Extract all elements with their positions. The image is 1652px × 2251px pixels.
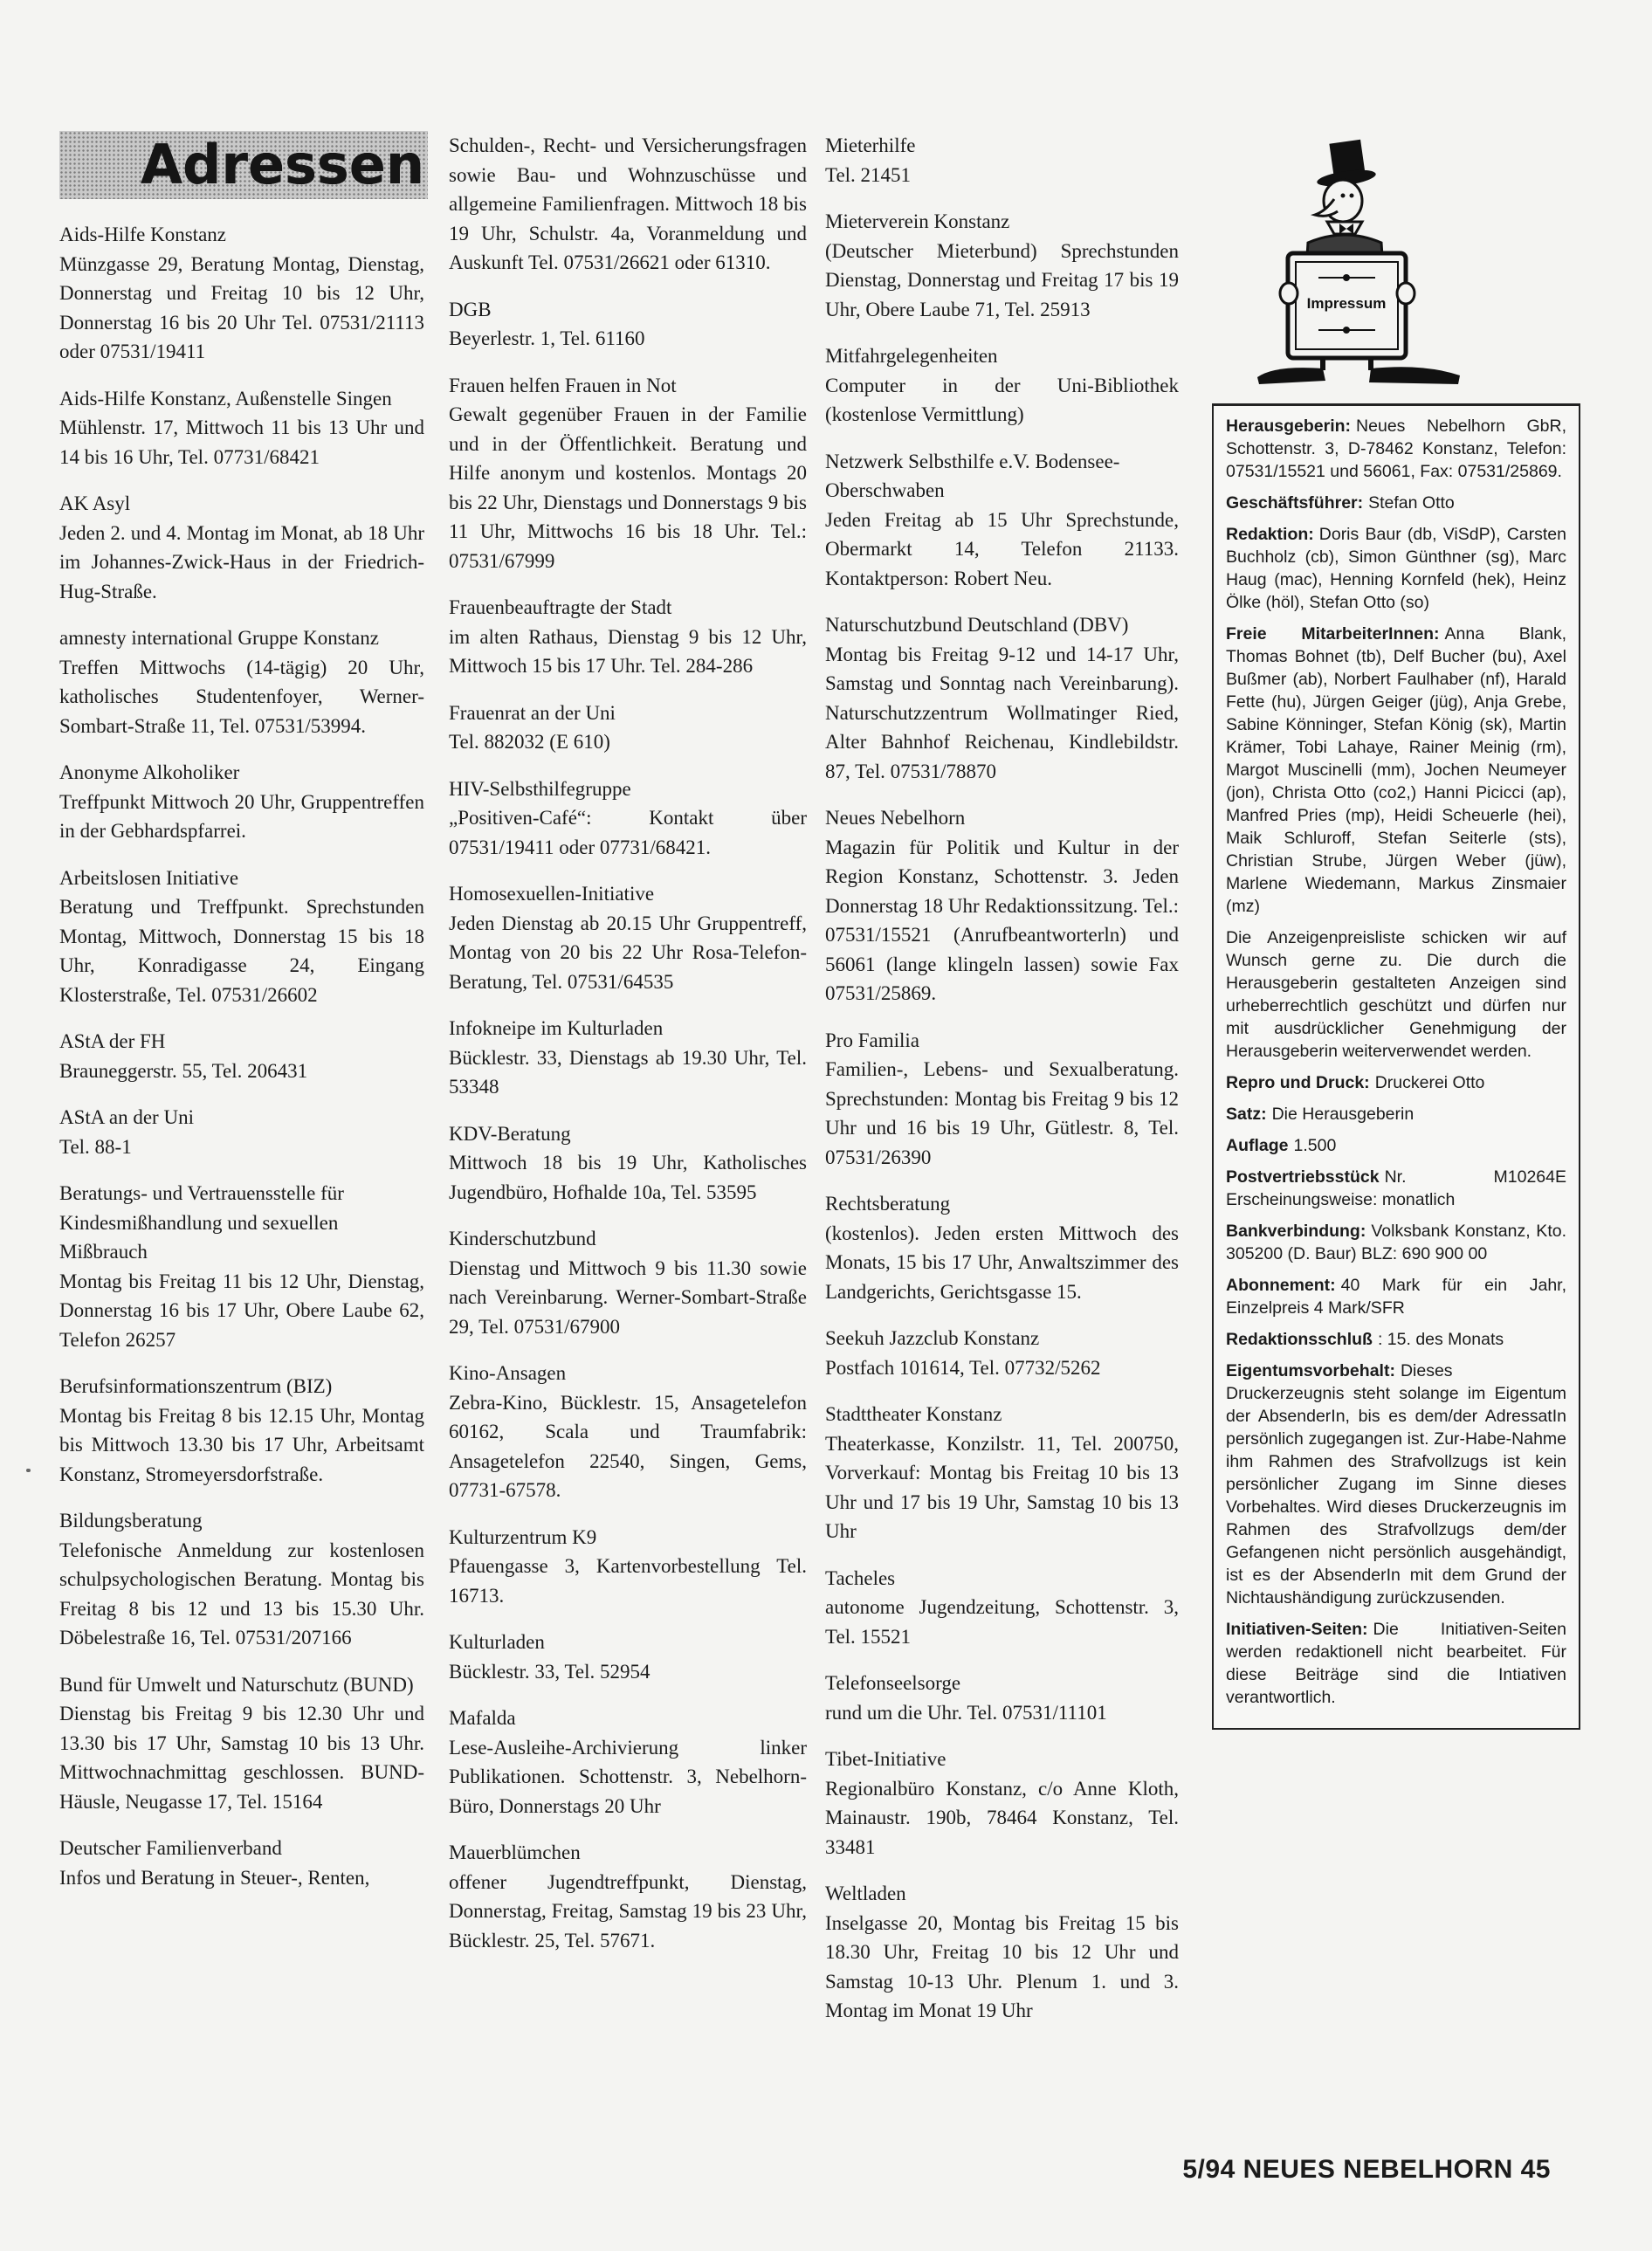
entry-name: Frauenrat an der Uni bbox=[449, 701, 616, 724]
impressum-row bbox=[1226, 1103, 1566, 1126]
impressum-label: Postvertriebsstück bbox=[1226, 1167, 1380, 1187]
address-entry bbox=[825, 1026, 1179, 1173]
entry-name: Rechtsberatung bbox=[825, 1193, 951, 1215]
address-entry bbox=[449, 371, 807, 576]
entry-details: Jeden Freitag ab 15 Uhr Sprechstunde, Obermarkt 14, Telefon 21133. Kontaktperson: Robert Neu. bbox=[825, 508, 1179, 589]
impressum-label: Geschäftsführer: bbox=[1226, 493, 1364, 513]
entry-details: im alten Rathaus, Dienstag 9 bis 12 Uhr, Mittwoch 15 bis 17 Uhr. Tel. 284-286 bbox=[449, 625, 807, 677]
impressum-text: Doris Baur (db, ViSdP), Carsten Buchholz (cb), Simon Günthner (sg), Marc Haug (mac), Henning Kornfeld (hek), Heinz Ölke (höl), Stefan Otto (so) bbox=[1226, 525, 1566, 612]
address-entry bbox=[59, 1670, 424, 1817]
impressum-label: Bankverbindung: bbox=[1226, 1222, 1366, 1241]
address-entry bbox=[449, 1224, 807, 1341]
impressum-rows bbox=[1226, 415, 1566, 1709]
entry-details: Computer in der Uni-Bibliothek (kostenlose Vermittlung) bbox=[825, 374, 1179, 425]
impressum-box bbox=[1212, 403, 1580, 1730]
entry-details: „Positiven-Café“: Kontakt über 07531/19411 oder 07731/68421. bbox=[449, 807, 807, 858]
address-list-column-1 bbox=[59, 220, 424, 1892]
entry-details: Inselgasse 20, Montag bis Freitag 15 bis 18.30 Uhr, Freitag 10 bis 12 Uhr und Samstag 10-13 Uhr. Plenum 1. und 3. Montag im Monat 19 Uhr bbox=[825, 1911, 1179, 2021]
address-entry bbox=[825, 1324, 1179, 1382]
address-entry bbox=[59, 1506, 424, 1653]
impressum-text: Die Anzeigenpreisliste schicken wir auf Wunsch gerne zu. Die durch die Herausgeberin gestalteten Anzeigen sind urheberrechtlich geschützt und dürfen nur mit ausdrücklicher Genehmigung der Herausgeberin weiterverwendet werden. bbox=[1226, 928, 1566, 1061]
impressum-text: Stefan Otto bbox=[1368, 493, 1455, 513]
entry-name: Seekuh Jazzclub Konstanz bbox=[825, 1327, 1040, 1349]
column-2 bbox=[449, 131, 807, 1972]
entry-details: Tel. 21451 bbox=[825, 163, 912, 186]
entry-name: Frauenbeauftragte der Stadt bbox=[449, 596, 672, 618]
entry-details: Infos und Beratung in Steuer-, Renten, bbox=[59, 1866, 370, 1889]
entry-name: Mauerblümchen bbox=[449, 1841, 581, 1863]
impressum-label: Redaktionsschluß bbox=[1226, 1330, 1373, 1349]
address-entry bbox=[825, 1564, 1179, 1652]
impressum-text: Druckerei Otto bbox=[1374, 1073, 1485, 1092]
address-entry bbox=[449, 1523, 807, 1611]
entry-details: Tel. 882032 (E 610) bbox=[449, 731, 610, 753]
entry-details: Beyerlestr. 1, Tel. 61160 bbox=[449, 327, 645, 349]
impressum-label: Eigentumsvorbehalt: bbox=[1226, 1361, 1395, 1380]
impressum-text: Neues Nebelhorn GbR, Schottenstr. 3, D-78462 Konstanz, Telefon: 07531/15521 und 56061, Fax: 07531/25869. bbox=[1226, 416, 1566, 481]
address-entry bbox=[825, 131, 1179, 189]
entry-details: rund um die Uhr. Tel. 07531/11101 bbox=[825, 1701, 1107, 1724]
entry-details: Pfauengasse 3, Kartenvorbestellung Tel. 16713. bbox=[449, 1555, 807, 1607]
entry-name: Mieterverein Konstanz bbox=[825, 210, 1010, 232]
impressum-text: Die Initiativen-Seiten werden redaktionell nicht bearbeitet. Für diese Beiträge sind die Intiativen verantwortlich. bbox=[1226, 1620, 1566, 1707]
address-entry bbox=[825, 1669, 1179, 1727]
impressum-text: Nr. M10264E Erscheinungsweise: monatlich bbox=[1226, 1167, 1566, 1209]
address-entry bbox=[449, 699, 807, 757]
impressum-label: Redaktion: bbox=[1226, 525, 1314, 544]
entry-details: Montag bis Freitag 9-12 und 14-17 Uhr, Samstag und Sonntag nach Vereinbarung). Naturschutzzentrum Wollmatinger Ried, Alter Bahnhof Reichenau, Kindlebildstr. 87, Tel. 07531/78870 bbox=[825, 643, 1179, 782]
entry-details: Jeden Dienstag ab 20.15 Uhr Gruppentreff, Montag von 20 bis 22 Uhr Rosa-Telefon-Beratung, Tel. 07531/64535 bbox=[449, 912, 807, 993]
entry-details: Magazin für Politik und Kultur in der Region Konstanz, Schottenstr. 3. Jeden Donnerstag 18 Uhr Redaktionssitzung. Tel.: 07531/15521 (Anrufbeantworterln) und 56061 (lange klingeln lassen) sowie Fax 07531/25869. bbox=[825, 836, 1179, 1004]
entry-details: Telefonische Anmeldung zur kostenlosen schulpsychologischen Beratung. Montag bis Freitag 8 bis 12 und 13 bis 15.30 Uhr. Döbelestraße 16, Tel. 07531/207166 bbox=[59, 1539, 424, 1649]
entry-details: Lese-Ausleihe-Archivierung linker Publikationen. Schottenstr. 3, Nebelhorn-Büro, Donnerstags 20 Uhr bbox=[449, 1736, 807, 1817]
column-3 bbox=[825, 131, 1179, 2043]
address-entry bbox=[449, 879, 807, 996]
address-entry bbox=[449, 1628, 807, 1686]
entry-name: Telefonseelsorge bbox=[825, 1672, 961, 1694]
entry-details: Treffpunkt Mittwoch 20 Uhr, Gruppentreffen in der Gebhardspfarrei. bbox=[59, 790, 424, 842]
entry-name: Beratungs- und Vertrauensstelle für Kindesmißhandlung und sexuellen Mißbrauch bbox=[59, 1182, 344, 1263]
entry-details: Montag bis Freitag 8 bis 12.15 Uhr, Montag bis Mittwoch 13.30 bis 17 Uhr, Arbeitsamt Konstanz, Stromeyersdorfstraße. bbox=[59, 1404, 424, 1485]
impressum-row bbox=[1226, 1618, 1566, 1709]
address-entry bbox=[59, 864, 424, 1010]
impressum-row bbox=[1226, 523, 1566, 614]
entry-name: Anonyme Alkoholiker bbox=[59, 761, 240, 783]
address-entry bbox=[449, 1838, 807, 1955]
entry-details: Mittwoch 18 bis 19 Uhr, Katholisches Jugendbüro, Hofhalde 10a, Tel. 53595 bbox=[449, 1152, 807, 1203]
address-entry bbox=[449, 774, 807, 863]
masthead-banner bbox=[59, 131, 428, 199]
entry-name: DGB bbox=[449, 298, 492, 320]
entry-name: Pro Familia bbox=[825, 1029, 919, 1051]
impressum-label: Freie MitarbeiterInnen: bbox=[1226, 624, 1440, 644]
address-entry bbox=[825, 610, 1179, 786]
impressum-text: Dieses Druckerzeugnis steht solange im Eigentum der AbsenderIn, bis es dem/der AdressatIn persönlich zugegangen ist. Zur-Habe-Nahme ihm Rahmen des Strafvollzugs ist kein persönlicher Zugang im Sinne dieses Vorbehaltes. Wird dieses Druckerzeugnis im Rahmen des Strafvollzugs dem/der Gefangenen nicht persönlich ausgehändigt, ist es der AbsenderIn mit dem Grund der Nichtaushändigung zurückzusenden. bbox=[1226, 1361, 1566, 1607]
entry-details: autonome Jugendzeitung, Schottenstr. 3, Tel. 15521 bbox=[825, 1596, 1179, 1648]
impressum-label: Satz: bbox=[1226, 1105, 1267, 1124]
entry-details: Brauneggerstr. 55, Tel. 206431 bbox=[59, 1059, 308, 1082]
address-entry bbox=[825, 1879, 1179, 2026]
address-entry bbox=[59, 623, 424, 740]
entry-name: Infokneipe im Kulturladen bbox=[449, 1017, 664, 1039]
entry-name: Kinderschutzbund bbox=[449, 1228, 596, 1249]
address-entry bbox=[59, 1103, 424, 1161]
entry-name: AK Asyl bbox=[59, 492, 131, 514]
entry-details: Montag bis Freitag 11 bis 12 Uhr, Dienstag, Donnerstag 16 bis 17 Uhr, Obere Laube 62, Telefon 26257 bbox=[59, 1270, 424, 1351]
address-entry bbox=[449, 1014, 807, 1102]
impressum-label: Auflage bbox=[1226, 1136, 1289, 1155]
impressum-sign-label: Impressum bbox=[1306, 295, 1387, 312]
address-entry bbox=[825, 803, 1179, 1008]
entry-details: Münzgasse 29, Beratung Montag, Dienstag, Donnerstag und Freitag 10 bis 12 Uhr, Donnerstag 16 bis 20 Uhr Tel. 07531/21113 oder 07531/19411 bbox=[59, 252, 424, 362]
entry-name: Aids-Hilfe Konstanz bbox=[59, 224, 226, 245]
address-entry bbox=[825, 1189, 1179, 1306]
impressum-text: 1.500 bbox=[1293, 1136, 1337, 1155]
entry-details: Theaterkasse, Konzilstr. 11, Tel. 200750, Vorverkauf: Montag bis Freitag 10 bis 13 Uhr und 17 bis 19 Uhr, Samstag 10 bis 13 Uhr bbox=[825, 1432, 1179, 1542]
address-list-column-2 bbox=[449, 131, 807, 1955]
impressum-row bbox=[1226, 415, 1566, 483]
entry-name: AStA der FH bbox=[59, 1030, 166, 1052]
entry-details: (kostenlos). Jeden ersten Mittwoch des Monats, 15 bis 17 Uhr, Anwaltszimmer des Landgerichts, Gerichtsgasse 15. bbox=[825, 1222, 1179, 1303]
impressum-row bbox=[1226, 1220, 1566, 1265]
impressum-row bbox=[1226, 1071, 1566, 1094]
impressum-row bbox=[1226, 1274, 1566, 1319]
impressum-label: Abonnement: bbox=[1226, 1276, 1336, 1295]
impressum-mascot-illustration bbox=[1240, 131, 1476, 393]
entry-details: Bücklestr. 33, Dienstags ab 19.30 Uhr, Tel. 53348 bbox=[449, 1046, 807, 1098]
entry-details: Beratung und Treffpunkt. Sprechstunden Montag, Mittwoch, Donnerstag 15 bis 18 Uhr, Konradigasse 24, Eingang Klosterstraße, Tel. 07531/26602 bbox=[59, 896, 424, 1006]
impressum-label: Herausgeberin: bbox=[1226, 416, 1352, 436]
address-entry bbox=[825, 447, 1179, 594]
address-entry bbox=[449, 1119, 807, 1208]
address-entry bbox=[825, 1745, 1179, 1862]
entry-name: KDV-Beratung bbox=[449, 1122, 571, 1145]
address-list-column-3 bbox=[825, 131, 1179, 2026]
entry-details: Dienstag bis Freitag 9 bis 12.30 Uhr und 13.30 bis 17 Uhr, Samstag 10 bis 13 Uhr. Mittwochnachmittag geschlossen. BUND-Häusle, Neugasse 17, Tel. 15164 bbox=[59, 1703, 424, 1813]
impressum-row bbox=[1226, 926, 1566, 1063]
address-entry bbox=[825, 207, 1179, 324]
address-entry bbox=[449, 1704, 807, 1821]
column-1 bbox=[59, 131, 424, 1910]
entry-details: offener Jugendtreffpunkt, Dienstag, Donnerstag, Freitag, Samstag 19 bis 23 Uhr, Bücklestr. 25, Tel. 57671. bbox=[449, 1870, 807, 1952]
entry-details: Treffen Mittwochs (14-tägig) 20 Uhr, katholisches Studentenfoyer, Werner-Sombart-Straße 11, Tel. 07531/53994. bbox=[59, 656, 424, 737]
entry-name: Berufsinformationszentrum (BIZ) bbox=[59, 1375, 333, 1397]
entry-name: Kulturladen bbox=[449, 1631, 545, 1653]
address-entry bbox=[449, 131, 807, 278]
entry-details: Postfach 101614, Tel. 07732/5262 bbox=[825, 1356, 1101, 1379]
entry-name: Mafalda bbox=[449, 1707, 516, 1729]
entry-name: Stadttheater Konstanz bbox=[825, 1403, 1002, 1425]
address-entry bbox=[449, 1359, 807, 1505]
impressum-text: 40 Mark für ein Jahr, Einzelpreis 4 Mark/SFR bbox=[1226, 1276, 1566, 1318]
entry-name: Netzwerk Selbsthilfe e.V. Bodensee-Oberschwaben bbox=[825, 450, 1120, 501]
entry-name: amnesty international Gruppe Konstanz bbox=[59, 627, 379, 649]
entry-name: Bund für Umwelt und Naturschutz (BUND) bbox=[59, 1673, 414, 1696]
entry-details: Familien-, Lebens- und Sexualberatung. Sprechstunden: Montag bis Freitag 9 bis 12 Uhr und 16 bis 19 Uhr, Gütlestr. 8, Tel. 07531/26390 bbox=[825, 1058, 1179, 1168]
address-entry bbox=[59, 1179, 424, 1354]
entry-name: Homosexuellen-Initiative bbox=[449, 883, 655, 905]
entry-name: Mieterhilfe bbox=[825, 134, 916, 156]
page-title: Adressen bbox=[141, 133, 424, 196]
impressum-label: Repro und Druck: bbox=[1226, 1073, 1370, 1092]
impressum-text: Anna Blank, Thomas Bohnet (tb), Delf Bucher (bu), Axel Bußmer (ab), Norbert Faulhaber (nf), Harald Fette (hu), Jürgen Geiger (jüg), Anja Grebe, Sabine Könninger, Stefan König (sk), Martin Krämer, Tobi Lahaye, Rainer Meinig (rm), Margot Muscinelli (mm), Jochen Neumeyer (jon), Christa Otto (co2,) Hanni Picicci (ap), Manfred Pries (mp), Heidi Scheuerle (hei), Maik Schluroff, Stefan Seiterle (sts), Christian Strube, Jürgen Weber (jüw), Marlene Wiedemann, Markus Zinsmaier (mz) bbox=[1226, 624, 1566, 916]
entry-name: Neues Nebelhorn bbox=[825, 807, 966, 829]
address-entry bbox=[59, 1372, 424, 1489]
impressum-label: Initiativen-Seiten: bbox=[1226, 1620, 1368, 1639]
address-entry bbox=[59, 384, 424, 472]
entry-details: Regionalbüro Konstanz, c/o Anne Kloth, Mainaustr. 190b, 78464 Konstanz, Tel. 33481 bbox=[825, 1777, 1179, 1858]
entry-name: Kino-Ansagen bbox=[449, 1362, 567, 1384]
impressum-row bbox=[1226, 1166, 1566, 1211]
address-entry bbox=[825, 341, 1179, 430]
entry-details: Zebra-Kino, Bücklestr. 15, Ansagetelefon 60162, Scala und Traumfabrik: Ansagetelefon 22540, Singen, Gems, 07731-67578. bbox=[449, 1391, 807, 1501]
entry-name: Bildungsberatung bbox=[59, 1510, 203, 1532]
entry-details: Dienstag und Mittwoch 9 bis 11.30 sowie nach Vereinbarung. Werner-Sombart-Straße 29, Tel. 07531/67900 bbox=[449, 1256, 807, 1338]
impressum-row bbox=[1226, 1360, 1566, 1609]
entry-name: Aids-Hilfe Konstanz, Außenstelle Singen bbox=[59, 387, 392, 410]
address-entry bbox=[59, 758, 424, 846]
entry-name: Arbeitslosen Initiative bbox=[59, 866, 239, 889]
impressum-text: Volksbank Konstanz, Kto. 305200 (D. Baur) BLZ: 690 900 00 bbox=[1226, 1222, 1566, 1263]
entry-name: Frauen helfen Frauen in Not bbox=[449, 374, 677, 396]
page-footer: 5/94 NEUES NEBELHORN 45 bbox=[1182, 2155, 1551, 2184]
address-entry bbox=[59, 1027, 424, 1085]
entry-name: Naturschutzbund Deutschland (DBV) bbox=[825, 614, 1129, 636]
entry-details: Schulden-, Recht- und Versicherungsfragen sowie Bau- und Wohnzuschüsse und allgemeine Familienfragen. Mittwoch 18 bis 19 Uhr, Schulstr. 4a, Voranmeldung und Auskunft Tel. 07531/26621 oder 61310. bbox=[449, 134, 807, 273]
entry-details: Bücklestr. 33, Tel. 52954 bbox=[449, 1660, 650, 1683]
address-entry bbox=[449, 593, 807, 681]
address-entry bbox=[825, 1400, 1179, 1546]
entry-details: Gewalt gegenüber Frauen in der Familie und in der Öffentlichkeit. Beratung und Hilfe anonym und kostenlos. Montags 20 bis 22 Uhr, Dienstags und Donnerstags 9 bis 11 Uhr, Mittwochs 16 bis 18 Uhr. Tel.: 07531/67999 bbox=[449, 403, 807, 572]
entry-name: Kulturzentrum K9 bbox=[449, 1525, 597, 1548]
address-entry bbox=[59, 489, 424, 606]
entry-name: HIV-Selbsthilfegruppe bbox=[449, 777, 631, 800]
entry-details: Tel. 88-1 bbox=[59, 1135, 132, 1158]
entry-details: Mühlenstr. 17, Mittwoch 11 bis 13 Uhr und 14 bis 16 Uhr, Tel. 07731/68421 bbox=[59, 416, 424, 468]
impressum-row bbox=[1226, 492, 1566, 514]
impressum-row bbox=[1226, 1328, 1566, 1351]
address-entry bbox=[59, 1834, 424, 1892]
impressum-text: Die Herausgeberin bbox=[1271, 1105, 1415, 1124]
impressum-row bbox=[1226, 623, 1566, 918]
address-entry bbox=[449, 295, 807, 354]
entry-name: AStA an der Uni bbox=[59, 1106, 194, 1128]
impressum-text: : 15. des Monats bbox=[1377, 1330, 1504, 1349]
impressum-row bbox=[1226, 1134, 1566, 1157]
entry-name: Deutscher Familienverband bbox=[59, 1837, 282, 1859]
entry-name: Weltladen bbox=[825, 1883, 906, 1904]
entry-details: (Deutscher Mieterbund) Sprechstunden Dienstag, Donnerstag und Freitag 17 bis 19 Uhr, Obere Laube 71, Tel. 25913 bbox=[825, 239, 1179, 320]
entry-details: Jeden 2. und 4. Montag im Monat, ab 18 Uhr im Johannes-Zwick-Haus in der Friedrich-Hug-Straße. bbox=[59, 521, 424, 602]
scan-speck bbox=[26, 1469, 31, 1472]
address-entry bbox=[59, 220, 424, 367]
entry-name: Mitfahrgelegenheiten bbox=[825, 345, 998, 367]
entry-name: Tibet-Initiative bbox=[825, 1748, 946, 1770]
entry-name: Tacheles bbox=[825, 1566, 896, 1589]
